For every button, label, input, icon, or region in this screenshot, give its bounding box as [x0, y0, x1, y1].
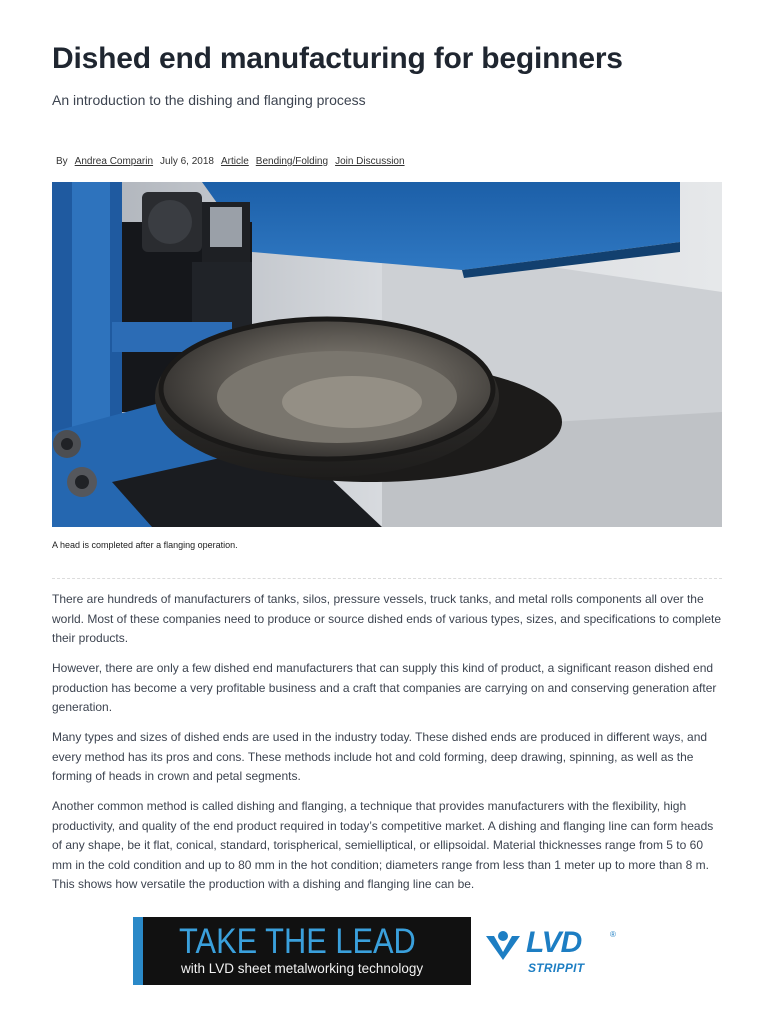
join-discussion-link[interactable]: Join Discussion — [335, 156, 405, 167]
article-body — [52, 590, 724, 905]
ad-banner[interactable] — [133, 917, 471, 985]
author-link[interactable]: Andrea Comparin — [74, 156, 154, 167]
publish-date: July 6, 2018 — [160, 156, 214, 167]
ad-headline: TAKE THE LEAD — [179, 922, 416, 961]
logo-wordmark: LVD — [526, 926, 582, 959]
paragraph: Another common method is called dishing and flanging, a technique that provides manufacturers with the flexibility, high productivity, and quality of the end product required in today’s competitive market. A dishing and flanging line can form heads of any shape, be it flat, conical, standard, torispherical, semielliptical, or ellipsoidal. Material thicknesses range from 5 to 60 mm in the cold condition and up to 80 mm in the hot condition; diameters range from less than 1 meter up to more than 8 m. This shows how versatile the production with a dishing and flanging line can be. — [52, 799, 714, 891]
byline-prefix: By — [56, 156, 68, 167]
category-link[interactable]: Bending/Folding — [255, 156, 329, 167]
article-title: Dished end manufacturing for beginners — [52, 42, 623, 75]
byline — [56, 156, 412, 167]
article-type-link[interactable]: Article — [220, 156, 249, 167]
ad-accent-bar — [133, 917, 143, 985]
paragraph: There are hundreds of manufacturers of tanks, silos, pressure vessels, truck tanks, and metal rolls components all over the world. Most of these companies need to produce or source dished ends of various types, sizes, and specifications to complete their products. — [52, 592, 722, 645]
divider — [52, 578, 722, 579]
logo-subtitle: STRIPPIT — [528, 961, 585, 975]
logo-registered: ® — [610, 930, 616, 939]
paragraph: Many types and sizes of dished ends are used in the industry today. These dished ends are produced in different ways, and every method has its pros and cons. These methods include hot and cold forming, deep drawing, spinning, as well as the forming of heads in crown and petal segments. — [52, 730, 708, 783]
lvd-mark-icon — [484, 930, 522, 960]
ad-subline: with LVD sheet metalworking technology — [181, 961, 424, 976]
lvd-logo[interactable] — [484, 928, 624, 976]
article-subtitle: An introduction to the dishing and flanging process — [52, 92, 366, 108]
paragraph: However, there are only a few dished end manufacturers that can supply this kind of product, a significant reason dished end production has become a very profitable business and a craft that companies are carrying on and conserving generation after generation. — [52, 661, 717, 714]
hero-image — [52, 182, 722, 527]
image-caption: A head is completed after a flanging operation. — [52, 540, 238, 550]
